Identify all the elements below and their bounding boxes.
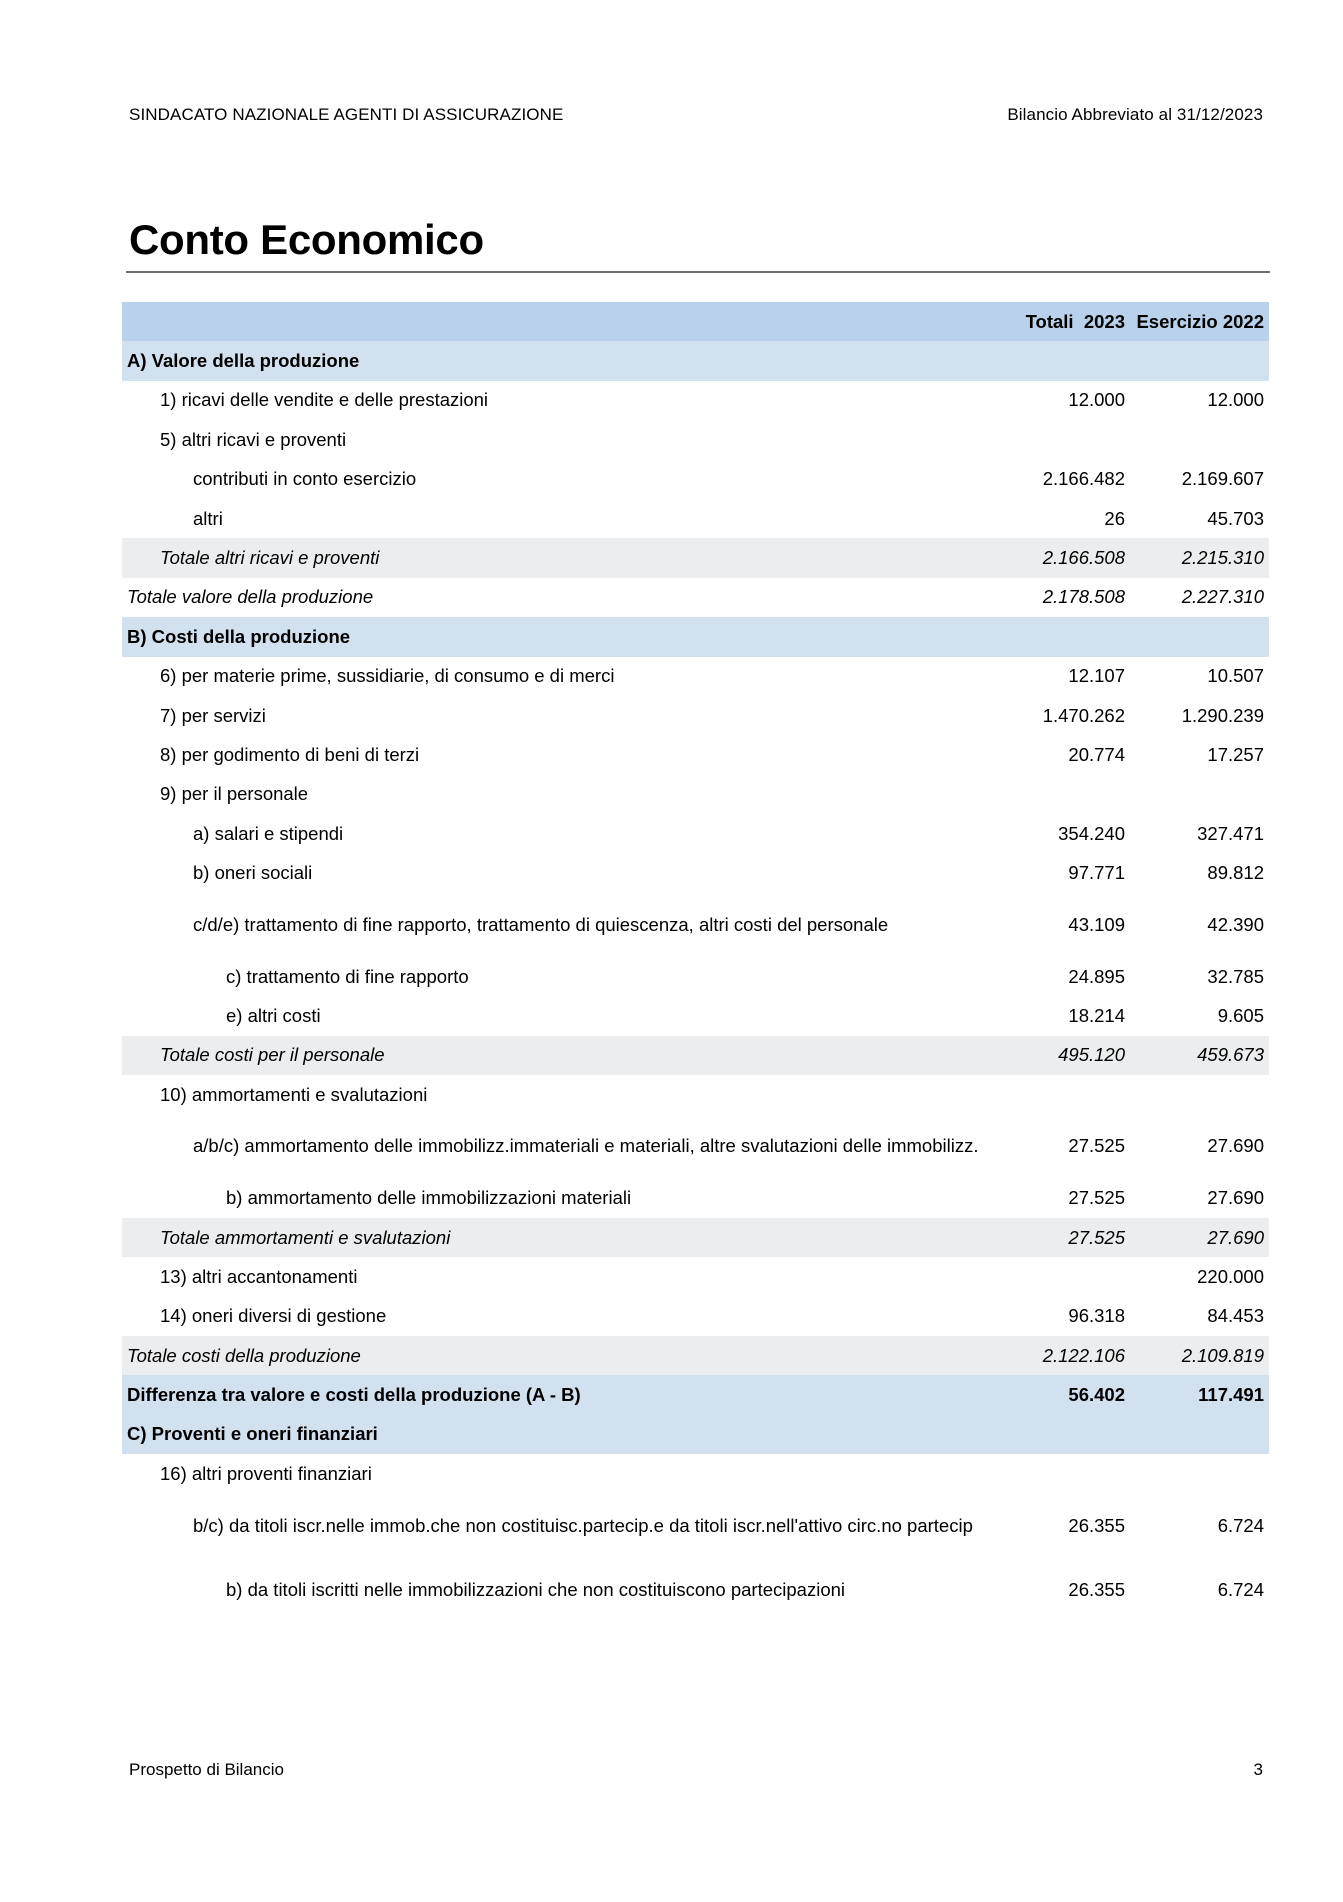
table-row <box>122 814 1269 853</box>
row-value-2022: 220.000 <box>1197 1265 1264 1287</box>
row-value-2023: 56.402 <box>1002 1375 1130 1414</box>
row-label: 1) ricavi delle vendite e delle prestazioni <box>160 389 489 411</box>
row-value-2023: 12.107 <box>1068 665 1125 687</box>
row-value-2023 <box>1002 1075 1130 1114</box>
header-document-title: Bilancio Abbreviato al 31/12/2023 <box>1007 105 1263 124</box>
row-value-2023: 26.355 <box>1068 1578 1125 1600</box>
row-value-2023: 96.318 <box>1068 1305 1125 1327</box>
row-value-2023: 20.774 <box>1068 743 1125 765</box>
row-label: 7) per servizi <box>160 704 266 726</box>
row-value-2022: 32.785 <box>1207 965 1264 987</box>
row-value-2023: 2.178.508 <box>1042 586 1125 608</box>
table-row <box>122 735 1269 774</box>
row-label: Differenza tra valore e costi della produzione (A - B) <box>122 1375 1002 1414</box>
row-value-2023 <box>1002 1454 1130 1493</box>
table-row <box>122 1257 1269 1296</box>
row-value-2022: 27.690 <box>1207 1135 1264 1157</box>
row-label: altri <box>193 507 223 529</box>
row-value-2022: 84.453 <box>1207 1305 1264 1327</box>
row-label: contributi in conto esercizio <box>193 468 417 490</box>
row-label: 8) per godimento di beni di terzi <box>160 743 420 765</box>
row-value-2022: 17.257 <box>1207 743 1264 765</box>
row-value-2022: 27.690 <box>1207 1187 1264 1209</box>
row-value-2023 <box>1002 341 1130 380</box>
footer-label: Prospetto di Bilancio <box>129 1760 284 1779</box>
column-header-2022: Esercizio 2022 <box>1130 302 1269 341</box>
header-label-cell <box>122 302 1002 341</box>
page-number: 3 <box>1253 1760 1263 1779</box>
row-value-2022: 117.491 <box>1130 1375 1269 1414</box>
row-value-2022 <box>1130 1454 1269 1493</box>
row-value-2023 <box>1002 775 1130 814</box>
row-value-2022: 2.227.310 <box>1181 586 1264 608</box>
table-row <box>122 996 1269 1035</box>
section-row <box>122 341 1269 380</box>
row-label: 16) altri proventi finanziari <box>160 1462 372 1484</box>
row-value-2023 <box>1002 420 1130 459</box>
row-value-2022: 2.215.310 <box>1130 538 1269 577</box>
table-row <box>122 1178 1269 1217</box>
row-value-2022: 1.290.239 <box>1181 704 1264 726</box>
row-value-2022 <box>1130 617 1269 656</box>
row-label: c) trattamento di fine rapporto <box>226 965 469 987</box>
row-label: 13) altri accantonamenti <box>160 1265 358 1287</box>
row-label: 9) per il personale <box>160 783 309 805</box>
table-row <box>122 460 1269 499</box>
subtotal-row <box>122 1036 1269 1075</box>
row-value-2023: 27.525 <box>1068 1187 1125 1209</box>
row-value-2022: 327.471 <box>1197 822 1264 844</box>
table-row <box>122 775 1269 814</box>
row-label: A) Valore della produzione <box>122 341 1002 380</box>
row-value-2023: 97.771 <box>1068 862 1125 884</box>
table-row <box>122 1494 1269 1558</box>
difference-row <box>122 1375 1269 1414</box>
row-value-2022: 12.000 <box>1207 389 1264 411</box>
row-label: c/d/e) trattamento di fine rapporto, trattamento di quiescenza, altri costi del personale <box>193 913 889 935</box>
row-value-2022 <box>1130 775 1269 814</box>
table-row <box>122 1558 1269 1622</box>
title-divider <box>126 271 1270 273</box>
row-value-2022: 2.169.607 <box>1181 468 1264 490</box>
row-value-2022: 10.507 <box>1207 665 1264 687</box>
row-label: b) ammortamento delle immobilizzazioni materiali <box>226 1187 632 1209</box>
row-value-2023: 27.525 <box>1002 1218 1130 1257</box>
row-value-2022: 42.390 <box>1207 913 1264 935</box>
table-row <box>122 657 1269 696</box>
table-row <box>122 381 1269 420</box>
row-value-2023: 354.240 <box>1058 822 1125 844</box>
table-row <box>122 1075 1269 1114</box>
row-value-2022: 459.673 <box>1130 1036 1269 1075</box>
row-value-2023: 1.470.262 <box>1042 704 1125 726</box>
header-organization: SINDACATO NAZIONALE AGENTI DI ASSICURAZIONE <box>129 105 564 124</box>
page-title: Conto Economico <box>129 216 484 263</box>
row-value-2022 <box>1130 1075 1269 1114</box>
column-header-row <box>122 302 1269 341</box>
row-label: b) da titoli iscritti nelle immobilizzazioni che non costituiscono partecipazioni <box>226 1578 846 1600</box>
row-value-2022: 6.724 <box>1217 1578 1264 1600</box>
total-row <box>122 578 1269 617</box>
row-value-2023 <box>1002 1257 1130 1296</box>
row-value-2022: 2.109.819 <box>1130 1336 1269 1375</box>
row-value-2023: 2.166.482 <box>1042 468 1125 490</box>
section-row <box>122 617 1269 656</box>
row-value-2022 <box>1130 420 1269 459</box>
row-label: B) Costi della produzione <box>122 617 1002 656</box>
row-value-2022 <box>1130 1415 1269 1454</box>
row-label: 5) altri ricavi e proventi <box>160 428 347 450</box>
table-row <box>122 1297 1269 1336</box>
row-value-2023: 12.000 <box>1068 389 1125 411</box>
row-value-2023: 495.120 <box>1002 1036 1130 1075</box>
total-row <box>122 1336 1269 1375</box>
subtotal-row <box>122 1218 1269 1257</box>
subtotal-row <box>122 538 1269 577</box>
row-value-2022 <box>1130 341 1269 380</box>
row-label: Totale ammortamenti e svalutazioni <box>122 1218 1002 1257</box>
row-value-2022: 9.605 <box>1217 1004 1264 1026</box>
row-value-2023: 27.525 <box>1068 1135 1125 1157</box>
table-row <box>122 957 1269 996</box>
row-value-2023: 18.214 <box>1068 1004 1125 1026</box>
row-value-2023: 26.355 <box>1068 1514 1125 1536</box>
row-label: Totale altri ricavi e proventi <box>122 538 1002 577</box>
row-value-2023: 2.122.106 <box>1002 1336 1130 1375</box>
row-value-2023 <box>1002 617 1130 656</box>
row-label: b) oneri sociali <box>193 862 313 884</box>
income-statement-table <box>122 302 1269 1622</box>
column-header-2023: Totali 2023 <box>1002 302 1130 341</box>
table-row <box>122 893 1269 957</box>
row-value-2022: 89.812 <box>1207 862 1264 884</box>
section-row <box>122 1415 1269 1454</box>
row-value-2023: 43.109 <box>1068 913 1125 935</box>
row-label: 10) ammortamenti e svalutazioni <box>160 1083 428 1105</box>
row-label: 14) oneri diversi di gestione <box>160 1305 387 1327</box>
table-row <box>122 420 1269 459</box>
row-label: Totale costi della produzione <box>122 1336 1002 1375</box>
table-row <box>122 1454 1269 1493</box>
row-value-2023: 24.895 <box>1068 965 1125 987</box>
row-value-2022: 45.703 <box>1207 507 1264 529</box>
row-value-2023: 26 <box>1104 507 1125 529</box>
row-value-2022: 27.690 <box>1130 1218 1269 1257</box>
row-value-2023 <box>1002 1415 1130 1454</box>
table-row <box>122 499 1269 538</box>
row-label: Totale valore della produzione <box>127 586 374 608</box>
row-value-2022: 6.724 <box>1217 1514 1264 1536</box>
row-label: Totale costi per il personale <box>122 1036 1002 1075</box>
row-label: 6) per materie prime, sussidiarie, di consumo e di merci <box>160 665 615 687</box>
row-label: b/c) da titoli iscr.nelle immob.che non costituisc.partecip.e da titoli iscr.nell'attivo circ.no partecip <box>193 1514 973 1536</box>
table-row <box>122 1114 1269 1178</box>
table-row <box>122 696 1269 735</box>
row-label: a) salari e stipendi <box>193 822 344 844</box>
row-label: a/b/c) ammortamento delle immobilizz.immateriali e materiali, altre svalutazioni delle immobilizz. <box>193 1135 979 1157</box>
row-label: C) Proventi e oneri finanziari <box>122 1415 1002 1454</box>
row-value-2023: 2.166.508 <box>1002 538 1130 577</box>
table-row <box>122 853 1269 892</box>
row-label: e) altri costi <box>226 1004 321 1026</box>
